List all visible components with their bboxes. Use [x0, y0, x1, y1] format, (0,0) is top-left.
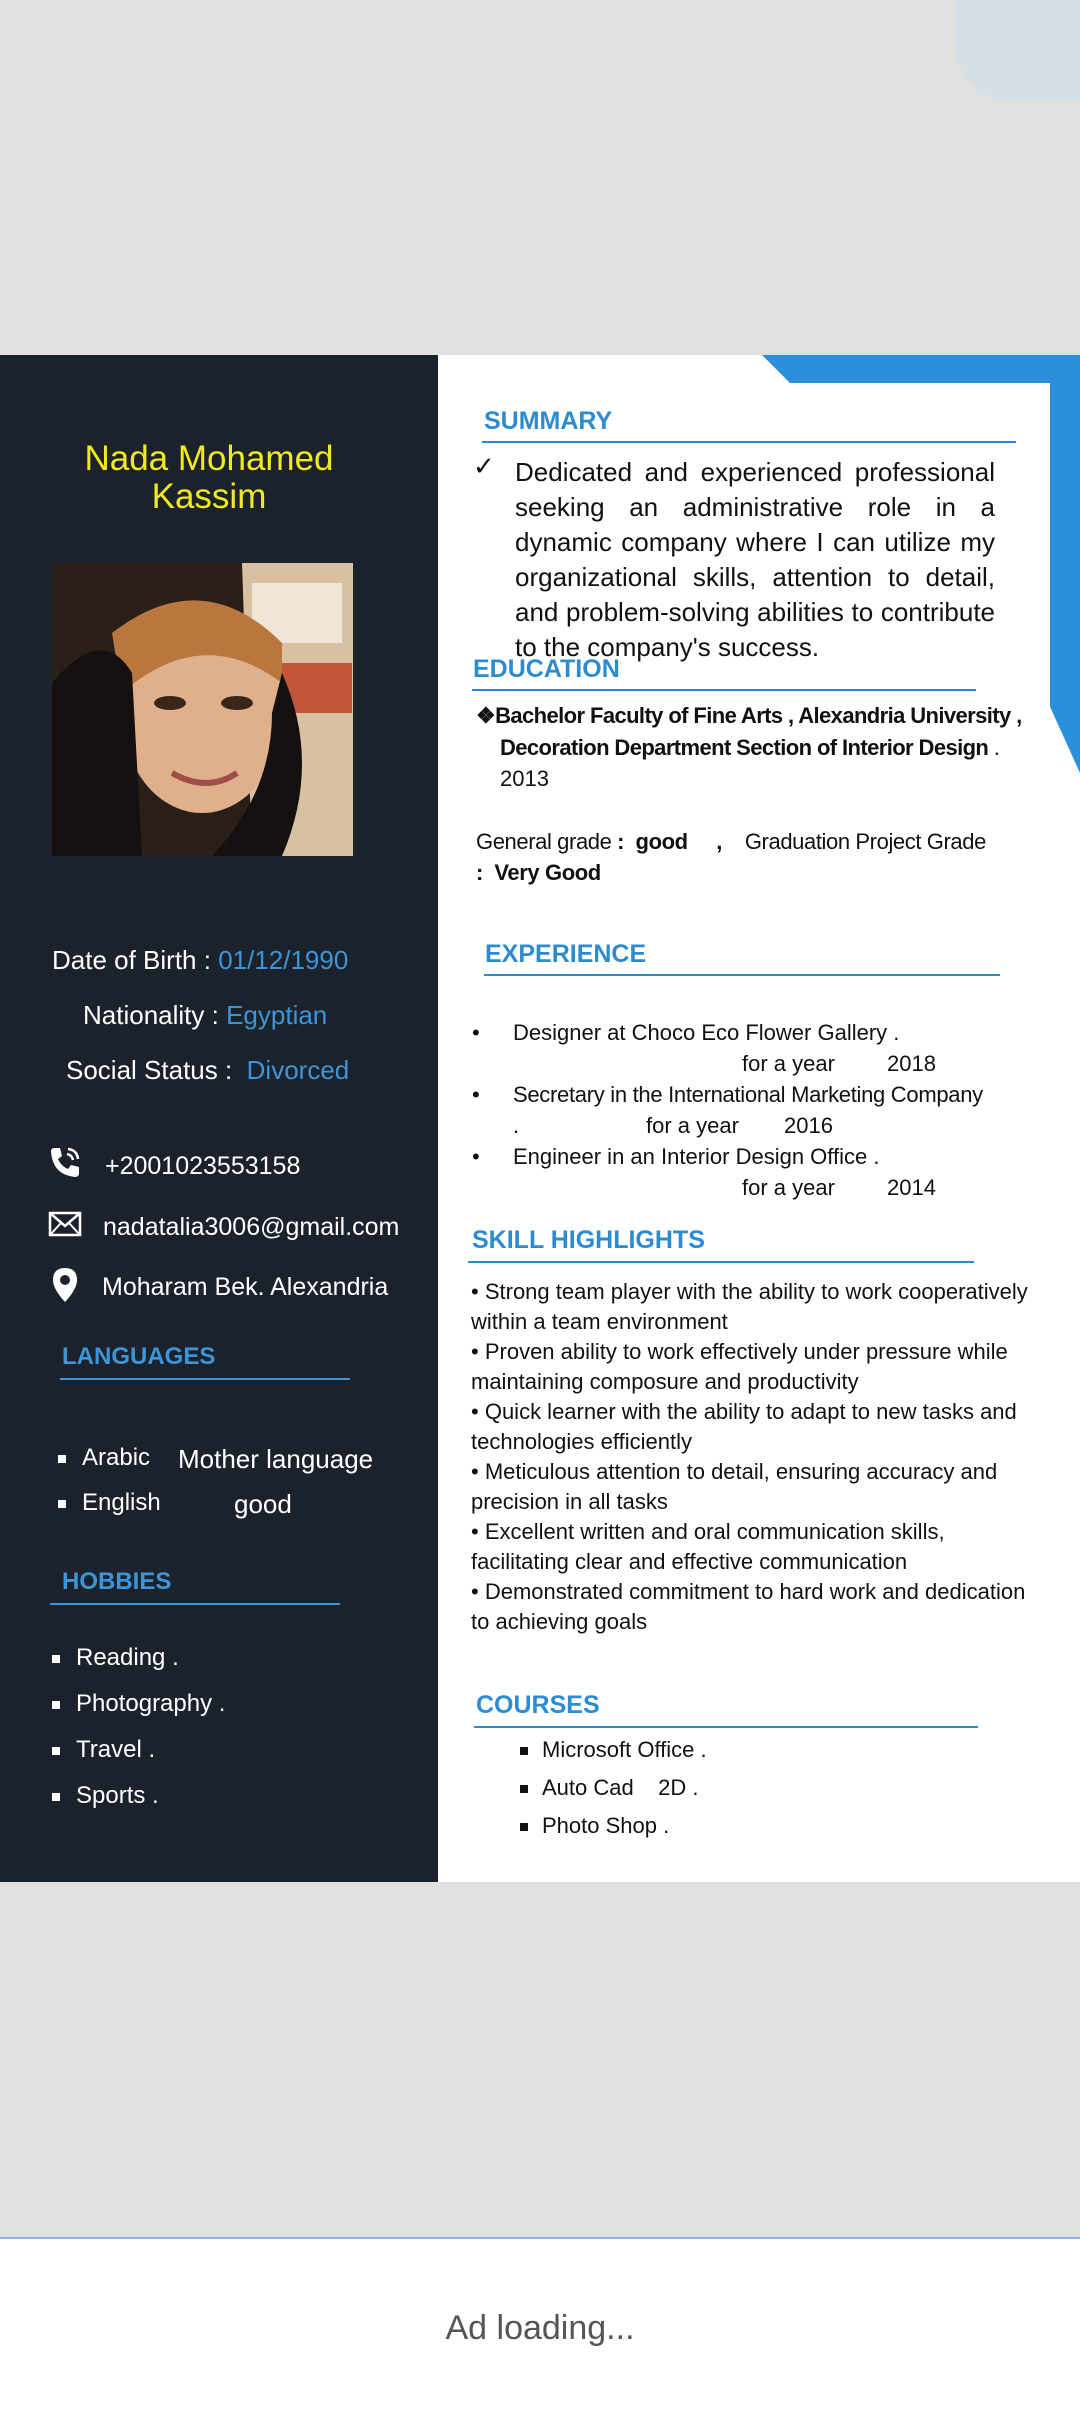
- skill-item: • Meticulous attention to detail, ensuring accuracy and precision in all tasks: [471, 1459, 998, 1514]
- diamond-bullet-icon: ❖: [476, 703, 496, 728]
- phone-text: +2001023553158: [105, 1152, 301, 1180]
- grade-value: good: [635, 829, 688, 854]
- skill-item: • Quick learner with the ability to adapt to new tasks and technologies efficiently: [471, 1399, 1017, 1454]
- experience-duration: for a year: [742, 1175, 835, 1200]
- decorative-blob: [955, 0, 1080, 102]
- project-grade-label: Graduation Project Grade: [744, 829, 986, 854]
- degree-line-2: Decoration Department Section of Interior Design: [500, 735, 989, 760]
- education-degree: [476, 703, 1022, 729]
- decorative-accent: [762, 355, 1080, 383]
- hobby-item: [52, 1782, 159, 1810]
- nationality-label: Nationality :: [83, 1000, 227, 1030]
- project-grade-value: Very Good: [494, 860, 601, 885]
- degree-line-1: Bachelor Faculty of Fine Arts , Alexandria University ,: [495, 703, 1022, 728]
- experience-divider: [484, 974, 1000, 976]
- skill-text: Quick learner with the ability to adapt to new tasks and technologies efficiently: [471, 1399, 1017, 1454]
- checkmark-icon: ✓: [473, 451, 495, 481]
- experience-role: Designer at Choco Eco Flower Gallery .: [513, 1020, 900, 1045]
- education-heading: EDUCATION: [473, 655, 620, 683]
- experience-heading: EXPERIENCE: [485, 940, 647, 968]
- skills-divider: [468, 1261, 974, 1263]
- hobbies-heading: HOBBIES: [62, 1568, 172, 1595]
- sidebar: [0, 355, 438, 1882]
- experience-item: •: [472, 1082, 480, 1107]
- skill-text: Demonstrated commitment to hard work and dedication to achieving goals: [471, 1579, 1026, 1634]
- dob-label: Date of Birth :: [52, 945, 219, 975]
- cv-document: [0, 355, 1080, 1882]
- courses-heading: COURSES: [476, 1691, 600, 1719]
- hobby-text: Sports .: [76, 1782, 159, 1809]
- nationality-row: [83, 1000, 327, 1031]
- experience-year: 2014: [887, 1175, 936, 1200]
- name-line-1: Nada Mohamed: [84, 439, 334, 478]
- course-item: [520, 1775, 699, 1801]
- skill-item: • Strong team player with the ability to work cooperatively within a team environment: [471, 1279, 1028, 1334]
- experience-item: •: [472, 1144, 480, 1169]
- languages-heading: LANGUAGES: [62, 1343, 216, 1370]
- project-grade-colon: :: [476, 860, 483, 885]
- language-name: English: [82, 1489, 161, 1516]
- education-department: [500, 735, 999, 761]
- skill-item: • Excellent written and oral communication skills, facilitating clear and effective communication: [471, 1519, 945, 1574]
- summary-heading: SUMMARY: [484, 407, 613, 435]
- dob-row: [52, 945, 348, 976]
- experience-duration: for a year: [646, 1113, 739, 1138]
- experience-role: Secretary in the International Marketing Company: [513, 1082, 983, 1107]
- skills-list: [471, 1277, 1031, 1637]
- skill-text: Meticulous attention to detail, ensuring accuracy and precision in all tasks: [471, 1459, 998, 1514]
- ad-banner[interactable]: [0, 2237, 1080, 2410]
- experience-item: •: [472, 1020, 480, 1045]
- skill-text: Proven ability to work effectively under pressure while maintaining composure and productivity: [471, 1339, 1008, 1394]
- language-level: good: [234, 1489, 292, 1519]
- hobbies-divider: [50, 1603, 340, 1605]
- education-year: 2013: [500, 766, 549, 791]
- language-item: [58, 1444, 150, 1472]
- course-text: Microsoft Office .: [542, 1737, 707, 1762]
- grade-comma: ,: [716, 829, 722, 854]
- language-item: [58, 1489, 161, 1517]
- experience-year: 2018: [887, 1051, 936, 1076]
- grade-label: General grade: [476, 829, 618, 854]
- skill-item: • Demonstrated commitment to hard work and dedication to achieving goals: [471, 1579, 1026, 1634]
- language-name: Arabic: [82, 1444, 151, 1471]
- decorative-accent-bar: [1050, 383, 1080, 773]
- phone-icon: [48, 1145, 82, 1179]
- project-grade-row: [476, 860, 601, 886]
- experience-year: 2016: [784, 1113, 833, 1138]
- hobby-item: [52, 1644, 179, 1672]
- grade-row: [476, 829, 986, 855]
- course-item: [520, 1813, 669, 1839]
- social-status-value: Divorced: [246, 1055, 350, 1085]
- hobby-text: Reading .: [76, 1644, 179, 1671]
- name-line-2: Kassim: [151, 477, 267, 516]
- skill-text: Excellent written and oral communication skills, facilitating clear and effective communication: [471, 1519, 945, 1574]
- language-level: Mother language: [178, 1444, 374, 1474]
- hobby-item: [52, 1690, 225, 1718]
- summary-divider: [482, 441, 1016, 443]
- degree-line-2-tail: .: [988, 735, 1000, 760]
- dob-value: 01/12/1990: [218, 945, 349, 975]
- profile-photo: [52, 563, 353, 856]
- social-status-label: Social Status :: [66, 1055, 240, 1085]
- hobby-text: Travel .: [76, 1736, 156, 1763]
- course-item: [520, 1737, 707, 1763]
- hobby-text: Photography .: [76, 1690, 226, 1717]
- summary-text: Dedicated and experienced professional seeking an administrative role in a dynamic company where I can utilize my organizational skills, attention to detail, and problem-solving abilities to contribute to the company's success.: [515, 457, 995, 662]
- ad-loading-text: Ad loading...: [445, 2309, 635, 2347]
- skill-item: • Proven ability to work effectively under pressure while maintaining composure and productivity: [471, 1339, 1008, 1394]
- envelope-icon: [48, 1210, 82, 1244]
- experience-role: Engineer in an Interior Design Office .: [513, 1144, 880, 1169]
- nationality-value: Egyptian: [226, 1000, 328, 1030]
- social-status-row: [66, 1055, 349, 1086]
- education-divider: [472, 689, 976, 691]
- grade-colon: :: [617, 829, 625, 854]
- experience-prefix: .: [513, 1113, 520, 1138]
- experience-duration: for a year: [742, 1051, 835, 1076]
- candidate-name: [0, 440, 418, 516]
- course-text: Photo Shop .: [542, 1813, 670, 1838]
- address-text: Moharam Bek. Alexandria: [102, 1273, 389, 1301]
- courses-divider: [474, 1726, 978, 1728]
- skills-heading: SKILL HIGHLIGHTS: [472, 1226, 705, 1254]
- course-text: Auto Cad 2D .: [542, 1775, 699, 1800]
- hobby-item: [52, 1736, 155, 1764]
- skill-text: Strong team player with the ability to work cooperatively within a team environment: [471, 1279, 1028, 1334]
- location-pin-icon: [52, 1267, 86, 1301]
- email-text: nadatalia3006@gmail.com: [103, 1213, 400, 1241]
- languages-divider: [60, 1378, 350, 1380]
